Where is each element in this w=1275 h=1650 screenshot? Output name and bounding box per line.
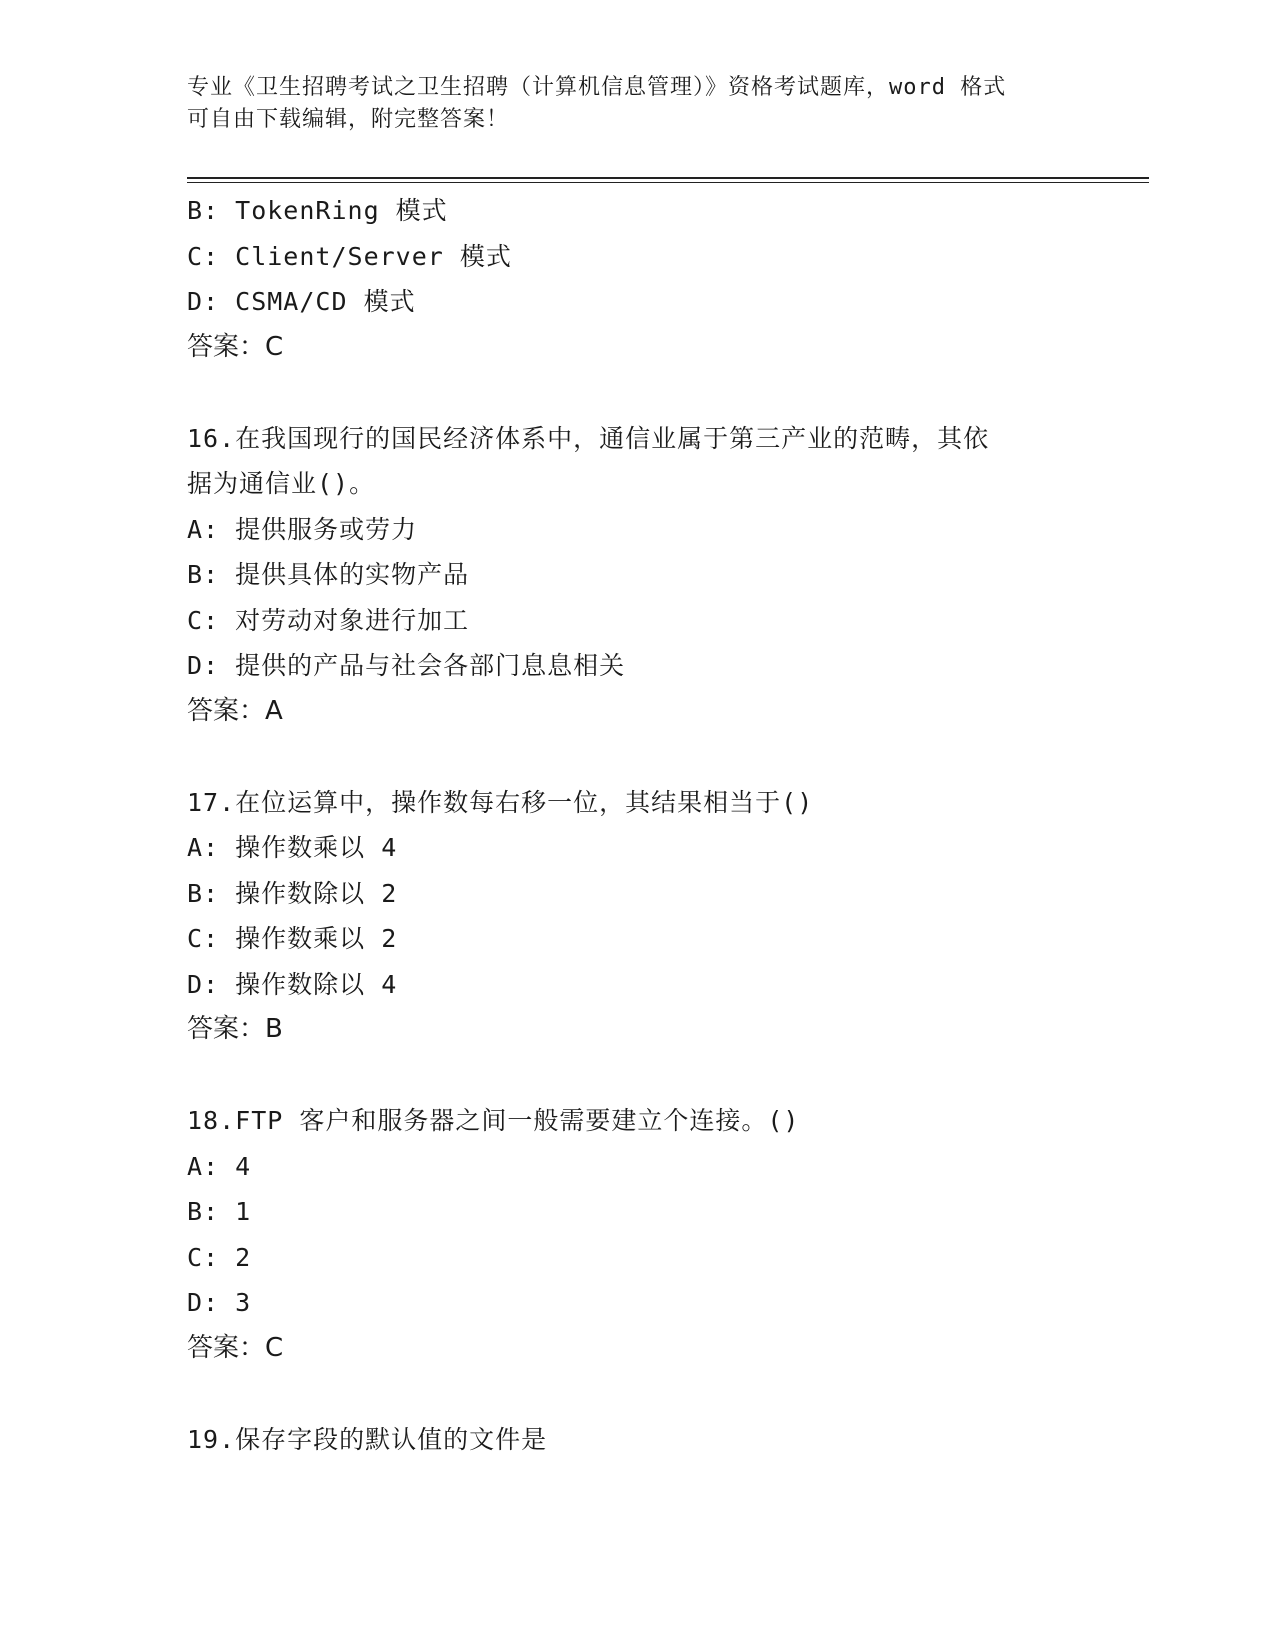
header-line-2: 可自由下载编辑，附完整答案！ xyxy=(187,107,510,132)
question-19 xyxy=(187,1417,1087,1463)
answer-line: 答案：A xyxy=(187,695,283,726)
document-header xyxy=(187,72,1087,136)
option-d: D: 操作数除以 4 xyxy=(187,969,398,999)
option-a: A: 操作数乘以 4 xyxy=(187,833,398,862)
question-17 xyxy=(187,780,1087,1053)
header-rule-thick xyxy=(187,177,1149,179)
spacer xyxy=(187,1371,1087,1417)
option-d: D: 3 xyxy=(187,1288,252,1317)
option-a: A: 提供服务或劳力 xyxy=(187,514,418,544)
option-c: C: 对劳动对象进行加工 xyxy=(187,605,470,635)
option-c: C: 操作数乘以 2 xyxy=(187,924,398,953)
spacer xyxy=(187,370,1087,416)
question-stem: 17.在位运算中，操作数每右移一位，其结果相当于() xyxy=(187,787,814,817)
option-c: C: Client/Server 模式 xyxy=(187,241,512,271)
option-b: B: 1 xyxy=(187,1197,252,1226)
question-stem: 19.保存字段的默认值的文件是 xyxy=(187,1424,548,1454)
spacer xyxy=(187,734,1087,780)
header-rule-thin xyxy=(187,182,1149,183)
option-c: C: 2 xyxy=(187,1242,252,1272)
question-stem-cont: 据为通信业()。 xyxy=(187,469,376,498)
question-16 xyxy=(187,416,1087,735)
header-line-1: 专业《卫生招聘考试之卫生招聘（计算机信息管理）》资格考试题库，word 格式 xyxy=(187,75,1007,100)
option-b: B: 提供具体的实物产品 xyxy=(187,560,470,589)
answer-line: 答案：B xyxy=(187,1014,283,1044)
option-a: A: 4 xyxy=(187,1151,252,1181)
answer-line: 答案：C xyxy=(187,331,284,362)
question-18 xyxy=(187,1098,1087,1371)
question-15-tail xyxy=(187,188,1087,370)
question-list xyxy=(187,188,1087,1462)
question-stem: 18.FTP 客户和服务器之间一般需要建立个连接。() xyxy=(187,1106,800,1135)
question-stem: 16.在我国现行的国民经济体系中，通信业属于第三产业的范畴，其依 xyxy=(187,423,990,453)
option-d: D: CSMA/CD 模式 xyxy=(187,287,416,316)
answer-line: 答案：C xyxy=(187,1332,284,1363)
option-b: B: TokenRing 模式 xyxy=(187,196,448,225)
option-b: B: 操作数除以 2 xyxy=(187,878,398,908)
spacer xyxy=(187,1053,1087,1099)
option-d: D: 提供的产品与社会各部门息息相关 xyxy=(187,651,626,680)
